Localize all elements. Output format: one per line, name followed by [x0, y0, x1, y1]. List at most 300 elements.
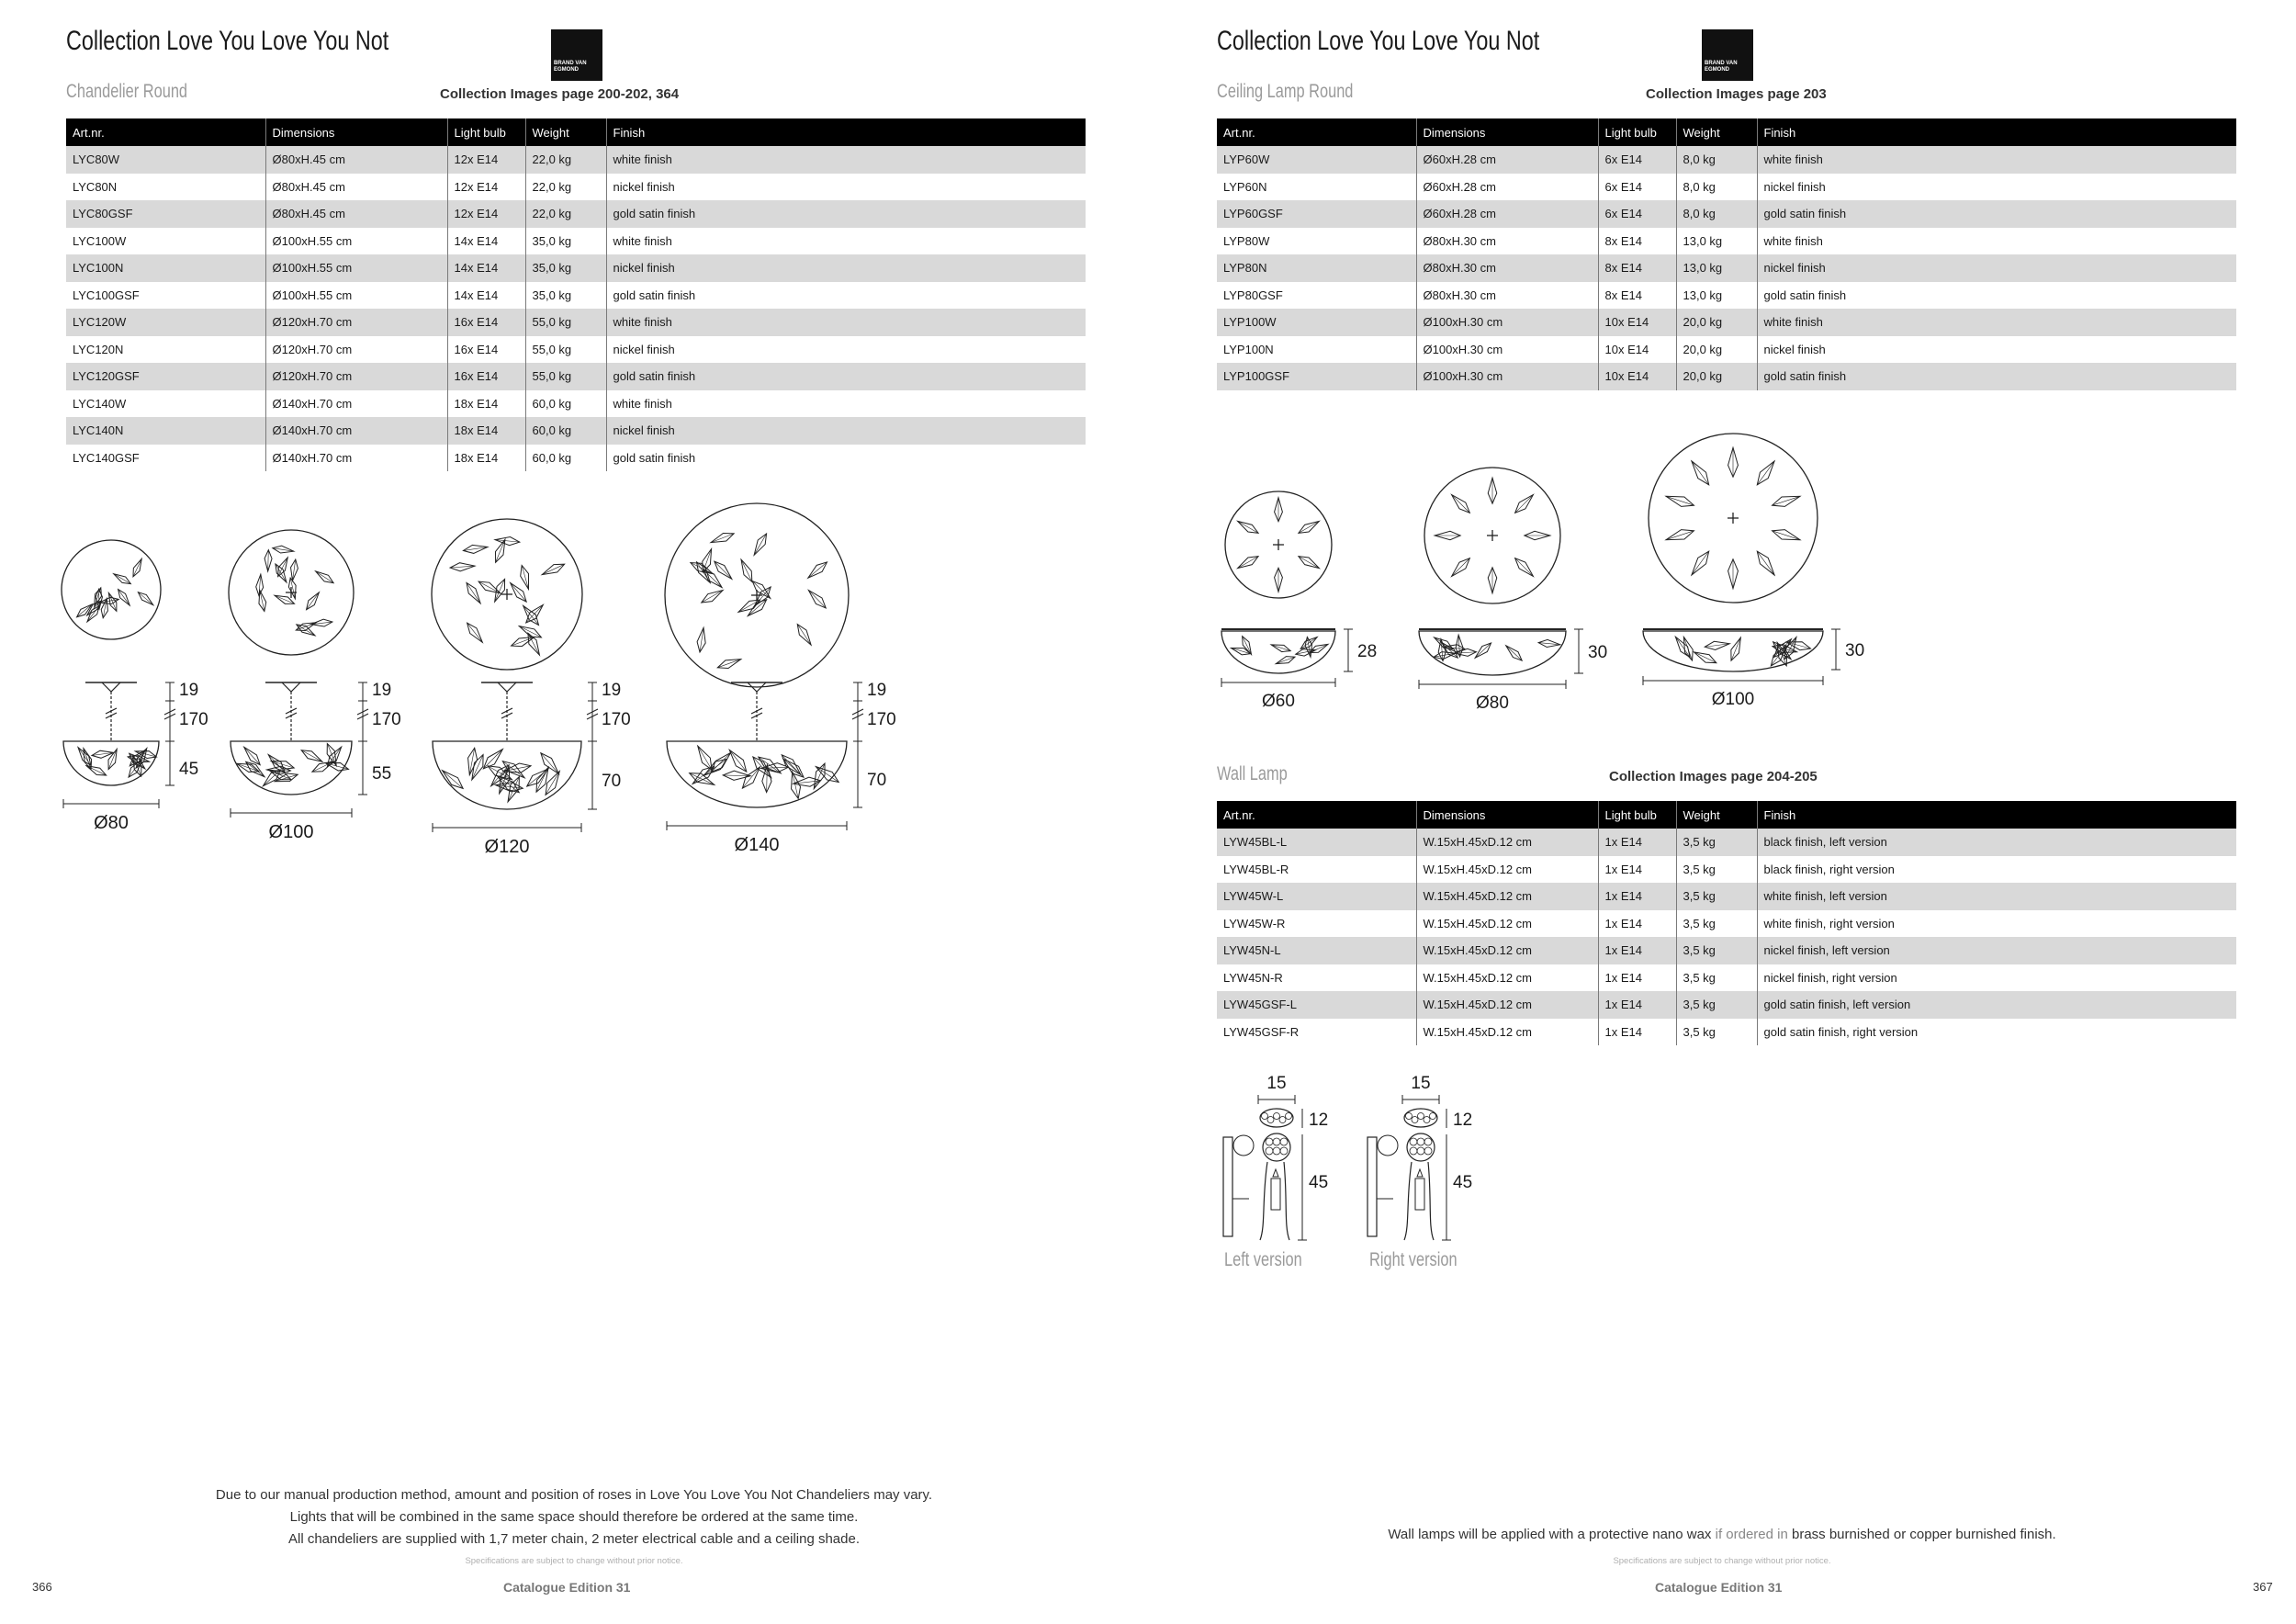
wall-lamp-drawing: [1367, 1074, 1472, 1240]
table-cell: W.15xH.45xD.12 cm: [1416, 937, 1598, 964]
crystal-bulb: [1275, 568, 1283, 592]
table-cell: 3,5 kg: [1676, 1019, 1757, 1046]
table-cell: LYW45N-R: [1223, 970, 1283, 985]
crystal-bulb: [1435, 531, 1460, 540]
table-cell: W.15xH.45xD.12 cm: [1416, 991, 1598, 1019]
rose: [1418, 1113, 1424, 1120]
table-cell: gold satin finish, left version: [1757, 991, 2236, 1019]
crystal-bulb: [524, 631, 544, 657]
table-cell: gold satin finish, right version: [1757, 1019, 2236, 1046]
rose: [1266, 1138, 1273, 1145]
page-number: 366: [32, 1580, 52, 1594]
table-cell: W.15xH.45xD.12 cm: [1416, 829, 1598, 856]
table-row: [1217, 910, 2236, 938]
chain-break: [286, 713, 297, 718]
rose: [1267, 1117, 1274, 1123]
column-header: Light bulb: [1598, 118, 1676, 146]
rose: [1417, 1138, 1424, 1145]
table-cell: 8,0 kg: [1676, 146, 1757, 174]
rose: [1412, 1117, 1418, 1123]
table-cell: Ø60xH.28 cm: [1416, 146, 1598, 174]
crystal-bulb: [299, 747, 324, 765]
table-row: [1217, 937, 2236, 964]
crystal-line: [1773, 496, 1800, 505]
table-cell: 3,5 kg: [1676, 910, 1757, 938]
diameter-label: Ø120: [484, 837, 530, 857]
rose: [1424, 1138, 1432, 1145]
column-header: Art.nr.: [1217, 801, 1416, 829]
crystal-bulb: [520, 603, 542, 628]
crystal-line: [1515, 495, 1534, 513]
bowl-outline: [1419, 631, 1566, 675]
page-number: 367: [2253, 1580, 2273, 1594]
crystal-line: [723, 775, 750, 776]
table-cell: Ø100xH.30 cm: [1416, 363, 1598, 390]
dimension-label-width: 15: [1266, 1074, 1287, 1093]
dimension-label-height: 45: [1309, 1173, 1329, 1192]
logo-line: BRAND VAN: [554, 61, 587, 66]
wall-collection-images-ref: Collection Images page 204-205: [1609, 769, 1818, 784]
table-cell: gold satin finish: [606, 363, 1086, 390]
column-header: Weight: [1676, 118, 1757, 146]
table-cell: 12x E14: [447, 146, 525, 174]
crystal-bulb: [126, 758, 145, 780]
section-subtitle: Ceiling Lamp Round: [1217, 81, 1354, 102]
crystal-line: [1506, 646, 1522, 660]
crystal-bulb: [737, 558, 756, 583]
table-cell: Ø100xH.30 cm: [1416, 309, 1598, 336]
table-cell: Ø100xH.55 cm: [265, 254, 447, 282]
crystal-bulb: [264, 550, 273, 572]
crystal-line: [483, 750, 502, 769]
chain-break: [106, 708, 117, 714]
dimension-label-chain: 170: [372, 710, 401, 729]
crystal-bulb: [712, 558, 736, 582]
crystal-bulb: [273, 562, 290, 584]
crystal-bulb: [1753, 548, 1779, 578]
crystal-bulb: [1525, 531, 1550, 540]
crystal-bulb: [1297, 518, 1322, 537]
table-cell: 1x E14: [1598, 856, 1676, 884]
table-cell: W.15xH.45xD.12 cm: [1416, 856, 1598, 884]
table-row: [66, 200, 1086, 228]
table-cell: 12x E14: [447, 174, 525, 201]
candle: [1415, 1179, 1424, 1210]
note-line: Due to our manual production method, amount and position of roses in Love You Love You Not Chandeliers may vary.: [215, 1487, 933, 1503]
dimension-label-chain: 170: [179, 710, 208, 729]
crystal-bulb: [116, 587, 133, 607]
chandelier-drawing: [665, 503, 896, 855]
crystal-line: [527, 769, 548, 786]
table-cell: LYP60N: [1223, 179, 1267, 194]
crystal-bulb: [810, 761, 829, 791]
rose: [1262, 1113, 1268, 1120]
ceiling-lamp-drawing: [1643, 434, 1864, 709]
spec-table-wall-lamp: [1217, 801, 2236, 1045]
table-cell: 10x E14: [1598, 309, 1676, 336]
table-cell: white finish: [1757, 146, 2236, 174]
chain-break: [751, 708, 762, 714]
rose: [1280, 1147, 1288, 1155]
chandelier-drawings: [0, 501, 1102, 857]
wall-lamp-subtitle: Wall Lamp: [1217, 763, 1288, 784]
canopy: [282, 682, 300, 692]
crystal-bulb: [1299, 634, 1319, 651]
crystal-bulb: [464, 620, 486, 645]
brand-logo: [1702, 29, 1753, 81]
crystal-bulb: [1728, 559, 1739, 589]
table-cell: 16x E14: [447, 309, 525, 336]
table-cell: 16x E14: [447, 363, 525, 390]
crystal-bulb: [518, 564, 533, 590]
rose: [1273, 1138, 1280, 1145]
rose: [1430, 1113, 1436, 1120]
crystal-line: [715, 561, 732, 579]
crystal-bulb: [112, 571, 132, 587]
rose: [1273, 1147, 1280, 1155]
table-cell: white finish: [606, 309, 1086, 336]
logo-line: BRAND VAN: [1705, 61, 1738, 66]
table-cell: 8x E14: [1598, 228, 1676, 255]
column-header: Dimensions: [265, 118, 447, 146]
dimension-label-ceiling: 19: [602, 681, 622, 700]
table-cell: Ø80xH.45 cm: [265, 146, 447, 174]
table-cell: LYP80GSF: [1223, 288, 1283, 302]
table-header-row: [1217, 118, 2236, 146]
column-header: Dimensions: [1416, 801, 1598, 829]
table-cell: 3,5 kg: [1676, 937, 1757, 964]
chain-break: [751, 713, 762, 718]
dimension-label-height: 45: [1453, 1173, 1473, 1192]
crystal-line: [703, 570, 722, 588]
crystal-bulb: [463, 543, 489, 555]
rose-side: [1233, 1135, 1254, 1156]
table-header-row: [1217, 801, 2236, 829]
wall-plate: [1367, 1137, 1377, 1236]
crystal-bulb: [701, 568, 725, 591]
chandelier-drawing: [62, 540, 208, 833]
column-header: Art.nr.: [66, 118, 265, 146]
table-cell: 20,0 kg: [1676, 336, 1757, 364]
table-cell: LYW45GSF-R: [1223, 1024, 1300, 1039]
crystal-bulb: [1728, 636, 1745, 662]
crystal-bulb: [1512, 491, 1536, 516]
table-row: [1217, 174, 2236, 201]
crystal-line: [268, 755, 285, 773]
table-cell: Ø120xH.70 cm: [265, 336, 447, 364]
table-cell: Ø80xH.30 cm: [1416, 282, 1598, 310]
table-row: [66, 390, 1086, 418]
diameter-label: Ø100: [268, 822, 314, 842]
table-row: [1217, 964, 2236, 992]
table-row: [1217, 856, 2236, 884]
dimension-label-height: 70: [867, 771, 887, 790]
table-cell: 18x E14: [447, 445, 525, 472]
crystal-line: [748, 600, 766, 616]
table-row: [1217, 1019, 2236, 1046]
crystal-bulb: [105, 748, 120, 771]
table-cell: nickel finish: [1757, 336, 2236, 364]
logo-line: EGMOND: [554, 67, 579, 73]
table-cell: 8,0 kg: [1676, 174, 1757, 201]
dimension-label-depth: 12: [1309, 1111, 1329, 1130]
table-cell: Ø120xH.70 cm: [265, 309, 447, 336]
dimension-label-depth: 12: [1453, 1111, 1473, 1130]
table-cell: 1x E14: [1598, 829, 1676, 856]
table-cell: Ø60xH.28 cm: [1416, 174, 1598, 201]
table-cell: 1x E14: [1598, 937, 1676, 964]
crystal-bulb: [303, 591, 321, 613]
crystal-line: [1666, 496, 1694, 505]
table-cell: LYC100W: [73, 233, 127, 248]
dimension-label-ceiling: 19: [179, 681, 199, 700]
crystal-bulb: [507, 581, 529, 605]
table-row: [1217, 336, 2236, 364]
table-cell: 55,0 kg: [525, 363, 606, 390]
brand-logo: [551, 29, 602, 81]
crystal-bulb: [465, 747, 478, 775]
logo-line: EGMOND: [1705, 67, 1729, 73]
table-cell: 10x E14: [1598, 363, 1676, 390]
disclaimer: Specifications are subject to change without prior notice.: [1613, 1556, 1831, 1566]
crystal-line: [808, 591, 826, 608]
flame: [1273, 1169, 1278, 1177]
crystal-bulb: [1688, 548, 1714, 578]
crystal-bulb: [495, 536, 521, 547]
table-cell: gold satin finish: [1757, 282, 2236, 310]
table-cell: 14x E14: [447, 228, 525, 255]
diameter-label: Ø140: [734, 835, 780, 855]
table-cell: nickel finish, right version: [1757, 964, 2236, 992]
crystal-bulb: [750, 532, 770, 558]
disclaimer: Specifications are subject to change without prior notice.: [465, 1556, 683, 1566]
table-cell: LYW45GSF-L: [1217, 991, 1416, 1019]
table-cell: LYC80N: [73, 179, 118, 194]
table-cell: nickel finish: [606, 254, 1086, 282]
table-cell: nickel finish: [1757, 254, 2236, 282]
rose-cluster-top: [1260, 1109, 1293, 1127]
diameter-label: Ø100: [1711, 690, 1755, 709]
dimension-label-height: 30: [1588, 643, 1608, 662]
crystal-bulb: [1771, 491, 1802, 510]
table-row: [66, 146, 1086, 174]
table-cell: LYC80GSF: [66, 200, 265, 228]
table-row: [66, 417, 1086, 445]
crystal-bulb: [1664, 526, 1695, 545]
crystal-bulb: [1503, 643, 1525, 663]
stem: [1404, 1162, 1412, 1240]
flame: [1417, 1169, 1423, 1177]
dimension-label-chain: 170: [602, 710, 631, 729]
chandelier-drawing: [432, 519, 631, 857]
table-cell: LYP60GSF: [1217, 200, 1416, 228]
table-cell: 10x E14: [1598, 336, 1676, 364]
section-subtitle: Chandelier Round: [66, 81, 188, 102]
wall-plate: [1223, 1137, 1232, 1236]
catalogue-edition: Catalogue Edition 31: [1655, 1580, 1783, 1595]
crystal-bulb: [1297, 553, 1322, 572]
table-row: [1217, 200, 2236, 228]
crystal-bulb: [450, 562, 476, 572]
spec-table-chandelier: [66, 118, 1086, 471]
table-row: [1217, 829, 2236, 856]
table-cell: 1x E14: [1598, 1019, 1676, 1046]
table-cell: gold satin finish: [606, 282, 1086, 310]
table-cell: LYC120W: [66, 309, 265, 336]
crystal-bulb: [1270, 641, 1291, 654]
table-cell: 35,0 kg: [525, 228, 606, 255]
crystal-bulb: [709, 530, 735, 547]
chain-break: [286, 708, 297, 714]
table-row: [66, 174, 1086, 201]
rose: [1410, 1147, 1417, 1155]
table-cell: LYC140GSF: [73, 450, 140, 465]
crystal-bulb: [1688, 458, 1714, 488]
crystal-bulb: [1488, 478, 1497, 503]
rose: [1286, 1113, 1292, 1120]
table-cell: 35,0 kg: [525, 282, 606, 310]
column-header: Finish: [1757, 118, 2236, 146]
crystal-bulb: [695, 627, 707, 653]
crystal-bulb: [1304, 637, 1314, 658]
table-cell: 1x E14: [1598, 964, 1676, 992]
dimension-label-chain: 170: [867, 710, 896, 729]
ceiling-lamp-drawings: [1148, 418, 2250, 713]
table-row: [66, 309, 1086, 336]
crystal-bulb: [91, 749, 114, 759]
table-cell: LYW45W-R: [1223, 916, 1286, 930]
table-cell: gold satin finish: [1757, 200, 2236, 228]
table-cell: 13,0 kg: [1676, 282, 1757, 310]
table-cell: black finish, right version: [1757, 856, 2236, 884]
rose-side: [1378, 1135, 1398, 1156]
note-part: brass burnished or copper burnished finish.: [1787, 1527, 2056, 1542]
table-cell: 6x E14: [1598, 146, 1676, 174]
column-header: Weight: [1676, 801, 1757, 829]
table-cell: LYW45W-L: [1217, 883, 1416, 910]
table-cell: LYP80W: [1223, 233, 1270, 248]
rose: [1266, 1147, 1273, 1155]
dimension-label-height: 45: [179, 760, 199, 779]
table-cell: 22,0 kg: [525, 174, 606, 201]
table-cell: LYW45BL-R: [1223, 862, 1289, 876]
table-cell: LYC140W: [73, 396, 127, 411]
table-cell: gold satin finish: [606, 200, 1086, 228]
rose: [1279, 1117, 1286, 1123]
table-cell: white finish: [606, 390, 1086, 418]
diameter-label: Ø80: [1476, 694, 1509, 713]
chain-break: [106, 713, 117, 718]
table-cell: LYC140N: [66, 417, 265, 445]
diameter-label: Ø80: [94, 813, 129, 833]
table-cell: Ø80xH.30 cm: [1416, 254, 1598, 282]
crystal-bulb: [490, 578, 508, 603]
table-cell: Ø80xH.30 cm: [1416, 228, 1598, 255]
table-cell: W.15xH.45xD.12 cm: [1416, 883, 1598, 910]
crystal-line: [1773, 531, 1800, 540]
table-cell: white finish: [1757, 309, 2236, 336]
note-part: Wall lamps: [1388, 1527, 1456, 1542]
crystal-bulb: [287, 577, 298, 600]
note-line: All chandeliers are supplied with 1,7 meter chain, 2 meter electrical cable and a ceiling shade.: [287, 1531, 860, 1547]
table-cell: 8x E14: [1598, 254, 1676, 282]
column-header: Light bulb: [447, 118, 525, 146]
table-cell: 1x E14: [1598, 910, 1676, 938]
chandelier-drawing: [229, 530, 401, 842]
table-row: [1217, 883, 2236, 910]
table-cell: 6x E14: [1598, 174, 1676, 201]
crystal-line: [511, 583, 527, 603]
table-cell: 22,0 kg: [525, 146, 606, 174]
column-header: Finish: [606, 118, 1086, 146]
table-cell: 60,0 kg: [525, 390, 606, 418]
table-cell: 60,0 kg: [525, 445, 606, 472]
crystal-bulb: [1771, 526, 1802, 545]
crystal-line: [1452, 558, 1470, 577]
dimension-label-height: 70: [602, 772, 622, 791]
table-cell: Ø100xH.30 cm: [1416, 336, 1598, 364]
collection-images-ref: Collection Images page 200-202, 364: [440, 86, 680, 102]
table-cell: 35,0 kg: [525, 254, 606, 282]
chain-break: [501, 713, 512, 718]
table-cell: 3,5 kg: [1676, 856, 1757, 884]
table-row: [1217, 309, 2236, 336]
dimension-label-ceiling: 19: [372, 681, 392, 700]
ceiling-lamp-drawing: [1221, 491, 1377, 711]
crystal-bulb: [1705, 639, 1730, 651]
column-header: Dimensions: [1416, 118, 1598, 146]
table-cell: Ø60xH.28 cm: [1416, 200, 1598, 228]
table-cell: nickel finish: [1757, 174, 2236, 201]
table-cell: 60,0 kg: [525, 417, 606, 445]
table-cell: gold satin finish: [606, 445, 1086, 472]
crystal-bulb: [1664, 491, 1695, 510]
table-cell: Ø80xH.45 cm: [265, 200, 447, 228]
catalogue-edition: Catalogue Edition 31: [503, 1580, 631, 1595]
crystal-line: [1452, 495, 1470, 513]
table-cell: 18x E14: [447, 417, 525, 445]
table-cell: W.15xH.45xD.12 cm: [1416, 964, 1598, 992]
table-row: [1217, 228, 2236, 255]
dimension-label-height: 28: [1357, 642, 1378, 661]
crystal-bulb: [540, 560, 566, 579]
crystal-bulb: [1692, 648, 1718, 667]
page-title: Collection Love You Love You Not: [1217, 26, 1540, 56]
rose: [1280, 1138, 1288, 1145]
crystal-line: [808, 562, 827, 578]
table-cell: white finish: [1757, 228, 2236, 255]
table-cell: Ø100xH.55 cm: [265, 282, 447, 310]
left-version-label: Left version: [1224, 1249, 1302, 1270]
table-cell: Ø140xH.70 cm: [265, 390, 447, 418]
table-row: [1217, 991, 2236, 1019]
rose: [1424, 1147, 1432, 1155]
ceiling-lamp-drawing: [1419, 468, 1607, 713]
table-cell: LYP100GSF: [1217, 363, 1416, 390]
table-cell: 6x E14: [1598, 200, 1676, 228]
table-cell: W.15xH.45xD.12 cm: [1416, 910, 1598, 938]
crystal-line: [1666, 531, 1694, 540]
crystal-bulb: [136, 590, 155, 608]
table-row: [1217, 282, 2236, 310]
table-cell: Ø100xH.55 cm: [265, 228, 447, 255]
table-cell: LYW45N-L: [1217, 937, 1416, 964]
crystal-bulb: [805, 587, 828, 611]
crystal-bulb: [793, 622, 814, 648]
crystal-line: [519, 626, 541, 637]
table-cell: LYP80N: [1217, 254, 1416, 282]
table-cell: 20,0 kg: [1676, 363, 1757, 390]
